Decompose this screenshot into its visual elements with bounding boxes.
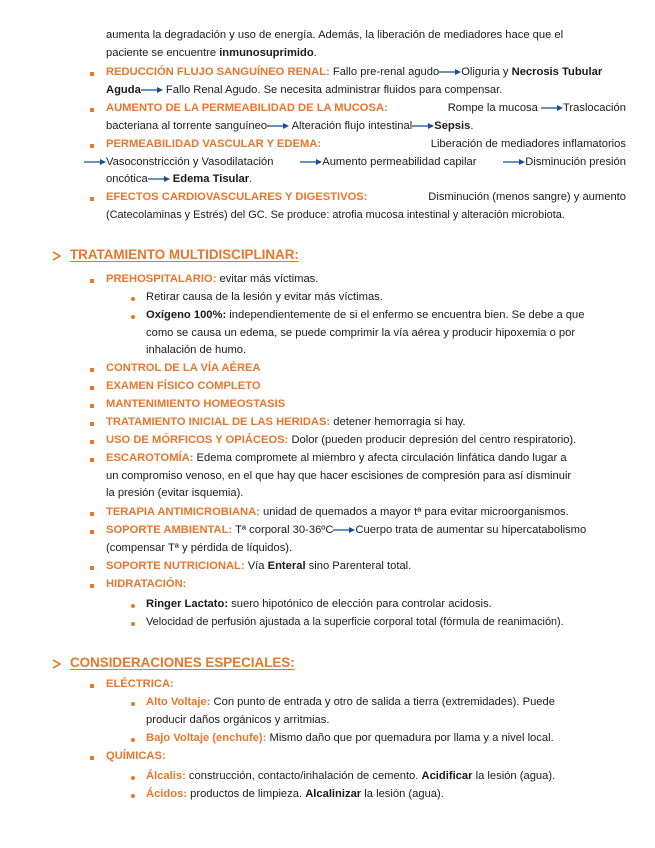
section-title-consideraciones: CONSIDERACIONES ESPECIALES: [70,655,295,670]
effect-cardio-line-1: EFECTOS CARDIOVASCULARES Y DIGESTIVOS: Disminución (menos sangre) y aumento [106,191,626,203]
arrow-right-icon [541,104,563,112]
effect-vascular-seg-b: Aumento permeabilidad capilar [300,154,476,172]
item-escarotomia-line-3: la presión (evitar isquemia). [106,487,244,500]
arrow-right-icon [333,526,355,534]
sub-alto-voltaje-line-1: Alto Voltaje: Con punto de entrada y otro de salida a tierra (extremidades). Puede [146,696,555,708]
bullet-square-icon [90,108,94,112]
bullet-dot-icon [131,622,135,626]
effect-vascular-line-1: PERMEABILIDAD VASCULAR Y EDEMA: Liberación de mediadores inflamatorios [106,138,626,150]
effect-vascular-line-3: oncótica Edema Tisular. [106,173,253,186]
sub-bajo-voltaje: Bajo Voltaje (enchufe): Mismo daño que por quemadura por llama y a nivel local. [146,732,554,744]
item-antimicrobiana: TERAPIA ANTIMICROBIANA: unidad de quemados a mayor tª para evitar microorganismos. [106,506,569,518]
effect-mucosa-tail: Rompe la mucosa Traslocación [447,102,626,114]
bullet-dot-icon [131,702,135,706]
bullet-dot-icon [131,604,135,608]
item-heridas: TRATAMIENTO INICIAL DE LAS HERIDAS: detener hemorragia si hay. [106,416,466,428]
sub-ringer: Ringer Lactato: suero hipotónico de elección para controlar acidosis. [146,598,492,610]
effect-vascular [106,136,626,154]
effect-mucosa-line-2: bacteriana al torrente sanguíneo Alteración flujo intestinal Sepsis. [106,119,474,132]
bullet-square-icon [90,144,94,148]
intro-line-1: aumenta la degradación y uso de energía. Además, la liberación de mediadores hace que el [106,29,564,41]
bullet-square-icon [90,530,94,534]
bullet-dot-icon [131,738,135,742]
arrow-right-icon [148,175,170,183]
item-examen-fisico: EXAMEN FÍSICO COMPLETO [106,380,261,392]
bullet-square-icon [90,72,94,76]
bullet-square-icon [90,197,94,201]
bullet-square-icon [90,368,94,372]
bullet-dot-icon [131,297,135,301]
sub-alto-voltaje [146,694,626,729]
sub-retirar-causa: Retirar causa de la lesión y evitar más víctimas. [146,291,383,303]
item-soporte-ambiental-line-2: (compensar Tª y pérdida de líquidos). [106,541,293,554]
sub-oxigeno-line-1: Oxígeno 100%: independientemente de si el enfermo se encuentra bien. Se debe a que [146,309,585,321]
effect-vascular-seg-c: Disminución presión [503,154,626,172]
arrow-right-icon [84,158,106,166]
chevron-right-icon [52,251,62,261]
sub-oxigeno [146,307,626,360]
arrow-right-icon [300,158,322,166]
item-soporte-ambiental-line-1: SOPORTE AMBIENTAL: Tª corporal 30-36ºC Cuerpo trata de aumentar su hipercatabolismo [106,524,587,536]
arrow-right-icon [412,122,434,130]
section-title-tratamiento: TRATAMIENTO MULTIDISCIPLINAR: [70,247,299,262]
effect-cardio-line-2: (Catecolaminas y Estrés) del GC. Se produce: atrofia mucosa intestinal y alteración microbiota. [106,208,565,221]
item-escarotomia-line-2: un compromiso venoso, en el que hay que hacer escisiones de compresión para así disminuir [106,469,572,482]
effect-renal-line-2: Aguda Fallo Renal Agudo. Se necesita administrar fluidos para compensar. [106,83,503,96]
sub-oxigeno-line-3: inhalación de humo. [146,344,247,357]
intro-paragraph [106,27,624,62]
effect-vascular-line-2 [84,154,626,172]
bullet-square-icon [90,684,94,688]
item-quimicas: QUÍMICAS: [106,750,166,762]
item-hidratacion: HIDRATACIÓN: [106,578,187,590]
effect-cardio [106,189,626,224]
item-escarotomia-line-1: ESCAROTOMÍA: Edema compromete al miembro y afecta circulación linfática dando lugar a [106,452,567,464]
item-control-via-aerea: CONTROL DE LA VÍA AÉREA [106,362,261,374]
effect-mucosa [106,100,626,135]
intro-line-2: paciente se encuentre inmunosuprimido. [106,46,317,59]
item-morficos: USO DE MÓRFICOS Y OPIÁCEOS: Dolor (pueden producir depresión del centro respiratorio). [106,434,577,446]
bullet-square-icon [90,422,94,426]
sub-alcalis: Álcalis: construcción, contacto/inhalación de cemento. Acidificar la lesión (agua). [146,770,556,782]
bullet-square-icon [90,440,94,444]
item-homeostasis: MANTENIMIENTO HOMEOSTASIS [106,398,286,410]
bullet-square-icon [90,279,94,283]
effect-mucosa-line-1: AUMENTO DE LA PERMEABILIDAD DE LA MUCOSA: Rompe la mucosa Traslocación [106,100,626,118]
item-escarotomia [106,450,626,503]
bullet-square-icon [90,404,94,408]
arrow-right-icon [503,158,525,166]
arrow-right-icon [267,122,289,130]
item-soporte-nutricional: SOPORTE NUTRICIONAL: Vía Enteral sino Parenteral total. [106,560,412,572]
chevron-right-icon [52,659,62,669]
bullet-dot-icon [131,315,135,319]
effect-renal [106,64,626,99]
effect-vascular-seg-a: Vasoconstricción y Vasodilatación [84,154,273,172]
sub-velocidad-perfusion: Velocidad de perfusión ajustada a la superficie corporal total (fórmula de reanimación). [146,616,564,628]
sub-oxigeno-line-2: como se causa un edema, se puede comprimir la vía aérea y producir hipoxemia o por [146,326,576,339]
bullet-square-icon [90,386,94,390]
bullet-dot-icon [131,794,135,798]
sub-acidos: Ácidos: productos de limpieza. Alcalinizar la lesión (agua). [146,788,444,800]
item-electrica: ELÉCTRICA: [106,678,174,690]
item-soporte-ambiental [106,522,636,557]
item-prehospitalario: PREHOSPITALARIO: evitar más víctimas. [106,273,319,285]
arrow-right-icon [439,68,461,76]
bullet-square-icon [90,756,94,760]
bullet-square-icon [90,566,94,570]
bullet-dot-icon [131,776,135,780]
bullet-square-icon [90,458,94,462]
bullet-square-icon [90,584,94,588]
bullet-square-icon [90,512,94,516]
effect-renal-line-1: REDUCCIÓN FLUJO SANGUÍNEO RENAL: Fallo pre-renal agudo Oliguria y Necrosis Tubular [106,66,603,78]
sub-alto-voltaje-line-2: producir daños orgánicos y arritmias. [146,713,330,726]
arrow-right-icon [141,86,163,94]
